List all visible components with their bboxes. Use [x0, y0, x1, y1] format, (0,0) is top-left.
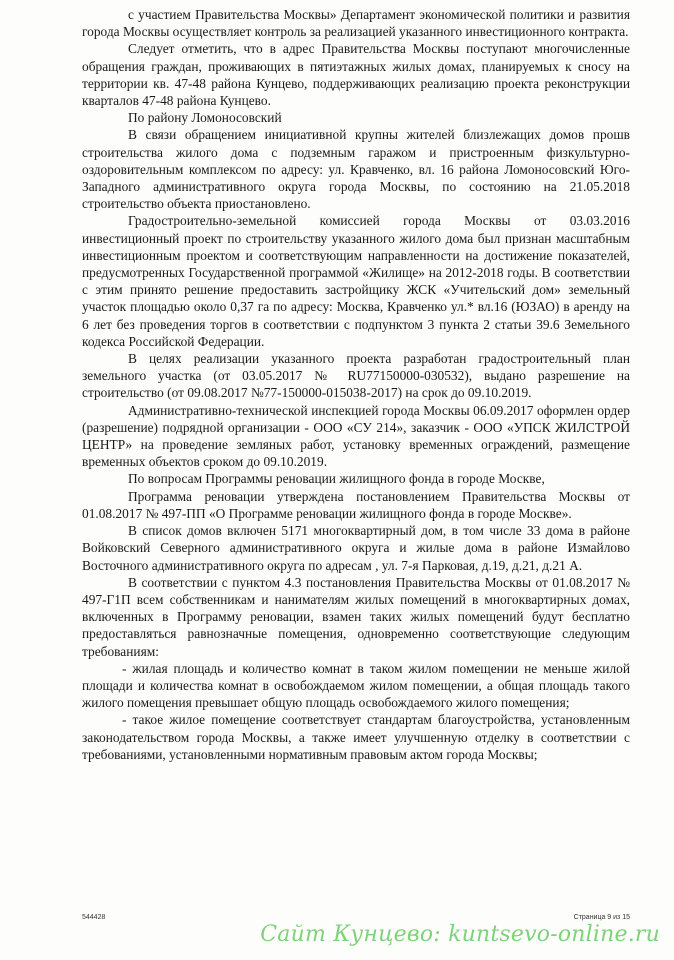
footer-page-number: Страница 9 из 15: [573, 914, 630, 921]
section-heading: По району Ломоносовский: [128, 110, 282, 126]
section-heading: По вопросам Программы реновации жилищного фонда в городе Москве,: [128, 471, 545, 487]
footer-document-id: 544428: [82, 914, 106, 921]
paragraph: В соответствии с пунктом 4.3 постановления Правительства Москвы от 01.08.2017 № 497-Г1П всем собственникам и нанимателям жилых помещений в многоквартирных домах, включенных в Программу реновации, взамен таких жилых помещений будут бесплатно предоставляться равнозначные помещения, одновременно соответствующие следующим требованиям:: [82, 574, 630, 659]
paragraph: Программа реновации утверждена постановлением Правительства Москвы от 01.08.2017 № 497-ПП «О Программе реновации жилищного фонда в городе Москве».: [82, 488, 630, 521]
paragraph: Следует отметить, что в адрес Правительства Москвы поступают многочисленные обращения граждан, проживающих в пятиэтажных жилых домах, планируемых к сносу на территории кв. 47-48 района Кунцево, поддерживающих реализацию проекта реконструкции кварталов 47-48 района Кунцево.: [82, 41, 630, 109]
site-watermark: Сайт Кунцево: kuntsevo-online.ru: [260, 922, 660, 947]
paragraph: Административно-технической инспекцией города Москвы 06.09.2017 оформлен ордер (разрешение) подрядной организации - ООО «СУ 214», заказчик - ООО «УПСК ЖИЛСТРОЙ ЦЕНТР» на проведение земляных работ, установку временных ограждений, размещение временных объектов сроком до 09.10.2019.: [82, 402, 630, 470]
paragraph: Градостроительно-земельной комиссией города Москвы от 03.03.2016 инвестиционный проект по строительству указанного жилого дома был признан масштабным инвестиционным проектом и соответствующим направленности на достижение показателей, предусмотренных Государственной программой «Жилище» на 2012-2018 годы. В соответствии с этим принято решение предоставить застройщику ЖСК «Учительский дом» земельный участок площадью около 0,37 га по адресу: Москва, Кравченко ул.* вл.16 (ЮЗАО) в аренду на 6 лет без проведения торгов в соответствии с подпунктом 3 пункта 2 статьи 39.6 Земельного кодекса Российской Федерации.: [82, 213, 630, 349]
paragraph: В связи обращением инициативной крупны жителей близлежащих домов прошв строительства жилого дома с подземным гаражом и пристроенным физкультурно- оздоровительным комплексом по адресу: ул. Кравченко, вл. 16 района Ломоносовский Юго-Западного административного округа города Москвы, по состоянию на 21.05.2018 строительство объекта приостановлено.: [82, 127, 630, 212]
paragraph: В список домов включен 5171 многоквартирный дом, в том числе 33 дома в районе Войковский Северного административного округа и жилые дома в районе Измайлово Восточного административного округа по адресам , ул. 7-я Парковая, д.19, д.21, д.21 А.: [82, 523, 630, 573]
paragraph: с участием Правительства Москвы» Департамент экономической политики и развития города Москвы осуществляет контроль за реализацией указанного инвестиционного контракта.: [82, 7, 630, 40]
paragraph: В целях реализации указанного проекта разработан градостроительный план земельного участка (от 03.05.2017 № RU77150000-030532), выдано разрешение на строительство (от 09.08.2017 №77-150000-015038-2017) на срок до 09.10.2019.: [82, 351, 630, 401]
list-item: - такое жилое помещение соответствует стандартам благоустройства, установленным законодательством города Москвы, а также имеет улучшенную отделку в соответствии с требованиями, установленными нормативным правовым актом города Москвы;: [82, 712, 630, 762]
list-item: - жилая площадь и количество комнат в таком жилом помещении не меньше жилой площади и количества комнат в освобождаемом жилом помещении, а общая площадь такого жилого помещения превышает общую площадь освобождаемого жилого помещения;: [82, 660, 630, 711]
document-body: [82, 6, 630, 763]
